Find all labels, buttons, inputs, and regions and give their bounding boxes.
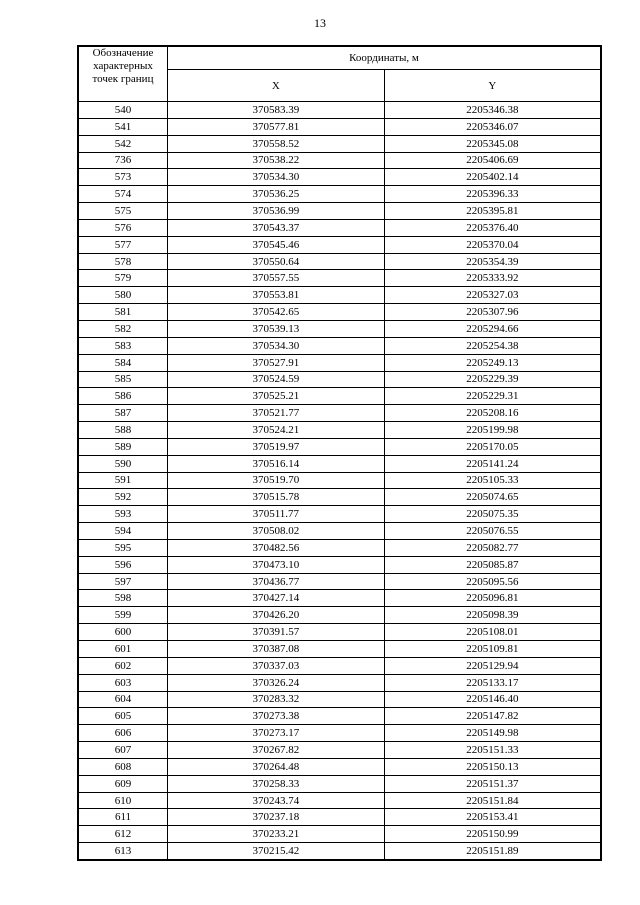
y-cell: 2205141.24 bbox=[384, 455, 601, 472]
point-code-cell: 606 bbox=[78, 725, 168, 742]
y-cell: 2205395.81 bbox=[384, 203, 601, 220]
table-row bbox=[78, 758, 601, 775]
x-cell: 370534.30 bbox=[168, 169, 385, 186]
table-row bbox=[78, 556, 601, 573]
table-body bbox=[78, 102, 601, 860]
point-code-cell: 609 bbox=[78, 775, 168, 792]
y-cell: 2205406.69 bbox=[384, 152, 601, 169]
y-cell: 2205108.01 bbox=[384, 624, 601, 641]
point-code-cell: 597 bbox=[78, 573, 168, 590]
header-point-code: Обозначение характерных точек границ bbox=[78, 46, 168, 102]
y-cell: 2205082.77 bbox=[384, 539, 601, 556]
point-code-cell: 590 bbox=[78, 455, 168, 472]
y-cell: 2205109.81 bbox=[384, 641, 601, 658]
point-code-cell: 589 bbox=[78, 438, 168, 455]
table-row bbox=[78, 590, 601, 607]
y-cell: 2205346.07 bbox=[384, 118, 601, 135]
x-cell: 370521.77 bbox=[168, 405, 385, 422]
y-cell: 2205254.38 bbox=[384, 337, 601, 354]
point-code-cell: 593 bbox=[78, 506, 168, 523]
x-cell: 370273.17 bbox=[168, 725, 385, 742]
x-cell: 370524.21 bbox=[168, 422, 385, 439]
x-cell: 370387.08 bbox=[168, 641, 385, 658]
y-cell: 2205354.39 bbox=[384, 253, 601, 270]
y-cell: 2205333.92 bbox=[384, 270, 601, 287]
x-cell: 370237.18 bbox=[168, 809, 385, 826]
x-cell: 370536.99 bbox=[168, 203, 385, 220]
table-row bbox=[78, 236, 601, 253]
point-code-cell: 607 bbox=[78, 742, 168, 759]
point-code-cell: 596 bbox=[78, 556, 168, 573]
table-row bbox=[78, 186, 601, 203]
x-cell: 370258.33 bbox=[168, 775, 385, 792]
x-cell: 370427.14 bbox=[168, 590, 385, 607]
point-code-cell: 575 bbox=[78, 203, 168, 220]
point-code-cell: 586 bbox=[78, 388, 168, 405]
y-cell: 2205095.56 bbox=[384, 573, 601, 590]
x-cell: 370553.81 bbox=[168, 287, 385, 304]
y-cell: 2205151.89 bbox=[384, 843, 601, 860]
point-code-cell: 580 bbox=[78, 287, 168, 304]
x-cell: 370534.30 bbox=[168, 337, 385, 354]
y-cell: 2205151.84 bbox=[384, 792, 601, 809]
point-code-cell: 573 bbox=[78, 169, 168, 186]
point-code-cell: 582 bbox=[78, 320, 168, 337]
table-row bbox=[78, 826, 601, 843]
y-cell: 2205376.40 bbox=[384, 219, 601, 236]
table-row bbox=[78, 253, 601, 270]
point-code-cell: 608 bbox=[78, 758, 168, 775]
table-row bbox=[78, 270, 601, 287]
table-row bbox=[78, 455, 601, 472]
point-code-cell: 599 bbox=[78, 607, 168, 624]
y-cell: 2205153.41 bbox=[384, 809, 601, 826]
table-row bbox=[78, 320, 601, 337]
point-code-cell: 542 bbox=[78, 135, 168, 152]
point-code-cell: 591 bbox=[78, 472, 168, 489]
table-row bbox=[78, 809, 601, 826]
x-cell: 370511.77 bbox=[168, 506, 385, 523]
y-cell: 2205396.33 bbox=[384, 186, 601, 203]
y-cell: 2205129.94 bbox=[384, 657, 601, 674]
table-row bbox=[78, 843, 601, 860]
table-row bbox=[78, 539, 601, 556]
table-row bbox=[78, 624, 601, 641]
table-row bbox=[78, 708, 601, 725]
y-cell: 2205229.39 bbox=[384, 371, 601, 388]
x-cell: 370426.20 bbox=[168, 607, 385, 624]
x-cell: 370267.82 bbox=[168, 742, 385, 759]
y-cell: 2205133.17 bbox=[384, 674, 601, 691]
x-cell: 370583.39 bbox=[168, 102, 385, 119]
point-code-cell: 578 bbox=[78, 253, 168, 270]
table-row bbox=[78, 674, 601, 691]
table-row bbox=[78, 472, 601, 489]
table-row bbox=[78, 742, 601, 759]
table-row bbox=[78, 203, 601, 220]
y-cell: 2205170.05 bbox=[384, 438, 601, 455]
table-row bbox=[78, 506, 601, 523]
x-cell: 370215.42 bbox=[168, 843, 385, 860]
y-cell: 2205074.65 bbox=[384, 489, 601, 506]
table-row bbox=[78, 102, 601, 119]
x-cell: 370545.46 bbox=[168, 236, 385, 253]
y-cell: 2205096.81 bbox=[384, 590, 601, 607]
point-code-cell: 540 bbox=[78, 102, 168, 119]
point-code-cell: 588 bbox=[78, 422, 168, 439]
y-cell: 2205307.96 bbox=[384, 304, 601, 321]
x-cell: 370391.57 bbox=[168, 624, 385, 641]
table-row bbox=[78, 422, 601, 439]
table-row bbox=[78, 354, 601, 371]
point-code-cell: 574 bbox=[78, 186, 168, 203]
y-cell: 2205199.98 bbox=[384, 422, 601, 439]
x-cell: 370525.21 bbox=[168, 388, 385, 405]
point-code-cell: 585 bbox=[78, 371, 168, 388]
table-row bbox=[78, 304, 601, 321]
y-cell: 2205085.87 bbox=[384, 556, 601, 573]
y-cell: 2205346.38 bbox=[384, 102, 601, 119]
x-cell: 370557.55 bbox=[168, 270, 385, 287]
point-code-cell: 576 bbox=[78, 219, 168, 236]
point-code-cell: 581 bbox=[78, 304, 168, 321]
table-row bbox=[78, 405, 601, 422]
page-number: 13 bbox=[314, 16, 326, 30]
point-code-cell: 611 bbox=[78, 809, 168, 826]
table-row bbox=[78, 523, 601, 540]
point-code-cell: 541 bbox=[78, 118, 168, 135]
point-code-cell: 602 bbox=[78, 657, 168, 674]
table-row bbox=[78, 388, 601, 405]
table-row bbox=[78, 641, 601, 658]
y-cell: 2205105.33 bbox=[384, 472, 601, 489]
coordinates-table bbox=[77, 45, 602, 861]
point-code-cell: 598 bbox=[78, 590, 168, 607]
x-cell: 370524.59 bbox=[168, 371, 385, 388]
x-cell: 370273.38 bbox=[168, 708, 385, 725]
y-cell: 2205149.98 bbox=[384, 725, 601, 742]
y-cell: 2205370.04 bbox=[384, 236, 601, 253]
point-code-cell: 604 bbox=[78, 691, 168, 708]
table-row bbox=[78, 573, 601, 590]
header-x: X bbox=[168, 70, 385, 102]
x-cell: 370558.52 bbox=[168, 135, 385, 152]
x-cell: 370283.32 bbox=[168, 691, 385, 708]
point-code-cell: 610 bbox=[78, 792, 168, 809]
point-code-cell: 601 bbox=[78, 641, 168, 658]
y-cell: 2205151.33 bbox=[384, 742, 601, 759]
y-cell: 2205208.16 bbox=[384, 405, 601, 422]
x-cell: 370539.13 bbox=[168, 320, 385, 337]
y-cell: 2205076.55 bbox=[384, 523, 601, 540]
x-cell: 370519.70 bbox=[168, 472, 385, 489]
x-cell: 370542.65 bbox=[168, 304, 385, 321]
y-cell: 2205345.08 bbox=[384, 135, 601, 152]
x-cell: 370326.24 bbox=[168, 674, 385, 691]
x-cell: 370536.25 bbox=[168, 186, 385, 203]
x-cell: 370337.03 bbox=[168, 657, 385, 674]
x-cell: 370515.78 bbox=[168, 489, 385, 506]
x-cell: 370519.97 bbox=[168, 438, 385, 455]
point-code-cell: 587 bbox=[78, 405, 168, 422]
x-cell: 370538.22 bbox=[168, 152, 385, 169]
y-cell: 2205150.13 bbox=[384, 758, 601, 775]
table-row bbox=[78, 169, 601, 186]
table-row bbox=[78, 792, 601, 809]
y-cell: 2205294.66 bbox=[384, 320, 601, 337]
table-row bbox=[78, 657, 601, 674]
point-code-cell: 612 bbox=[78, 826, 168, 843]
point-code-cell: 603 bbox=[78, 674, 168, 691]
table-row bbox=[78, 607, 601, 624]
x-cell: 370264.48 bbox=[168, 758, 385, 775]
y-cell: 2205098.39 bbox=[384, 607, 601, 624]
point-code-cell: 584 bbox=[78, 354, 168, 371]
table-row bbox=[78, 725, 601, 742]
table-row bbox=[78, 691, 601, 708]
y-cell: 2205327.03 bbox=[384, 287, 601, 304]
y-cell: 2205075.35 bbox=[384, 506, 601, 523]
table-row bbox=[78, 775, 601, 792]
table-row bbox=[78, 371, 601, 388]
point-code-cell: 605 bbox=[78, 708, 168, 725]
point-code-cell: 613 bbox=[78, 843, 168, 860]
table-row bbox=[78, 152, 601, 169]
point-code-cell: 577 bbox=[78, 236, 168, 253]
table-row bbox=[78, 135, 601, 152]
table-row bbox=[78, 337, 601, 354]
y-cell: 2205249.13 bbox=[384, 354, 601, 371]
table-row bbox=[78, 219, 601, 236]
point-code-cell: 594 bbox=[78, 523, 168, 540]
table-row bbox=[78, 438, 601, 455]
table-row bbox=[78, 489, 601, 506]
x-cell: 370577.81 bbox=[168, 118, 385, 135]
table-row bbox=[78, 118, 601, 135]
point-code-cell: 583 bbox=[78, 337, 168, 354]
header-coordinates: Координаты, м bbox=[168, 46, 602, 70]
x-cell: 370482.56 bbox=[168, 539, 385, 556]
y-cell: 2205229.31 bbox=[384, 388, 601, 405]
point-code-cell: 595 bbox=[78, 539, 168, 556]
table-row bbox=[78, 287, 601, 304]
x-cell: 370527.91 bbox=[168, 354, 385, 371]
y-cell: 2205147.82 bbox=[384, 708, 601, 725]
x-cell: 370473.10 bbox=[168, 556, 385, 573]
x-cell: 370233.21 bbox=[168, 826, 385, 843]
point-code-cell: 600 bbox=[78, 624, 168, 641]
x-cell: 370543.37 bbox=[168, 219, 385, 236]
y-cell: 2205402.14 bbox=[384, 169, 601, 186]
y-cell: 2205150.99 bbox=[384, 826, 601, 843]
x-cell: 370516.14 bbox=[168, 455, 385, 472]
x-cell: 370508.02 bbox=[168, 523, 385, 540]
y-cell: 2205151.37 bbox=[384, 775, 601, 792]
point-code-cell: 736 bbox=[78, 152, 168, 169]
x-cell: 370243.74 bbox=[168, 792, 385, 809]
x-cell: 370550.64 bbox=[168, 253, 385, 270]
y-cell: 2205146.40 bbox=[384, 691, 601, 708]
point-code-cell: 579 bbox=[78, 270, 168, 287]
point-code-cell: 592 bbox=[78, 489, 168, 506]
x-cell: 370436.77 bbox=[168, 573, 385, 590]
header-y: Y bbox=[384, 70, 601, 102]
